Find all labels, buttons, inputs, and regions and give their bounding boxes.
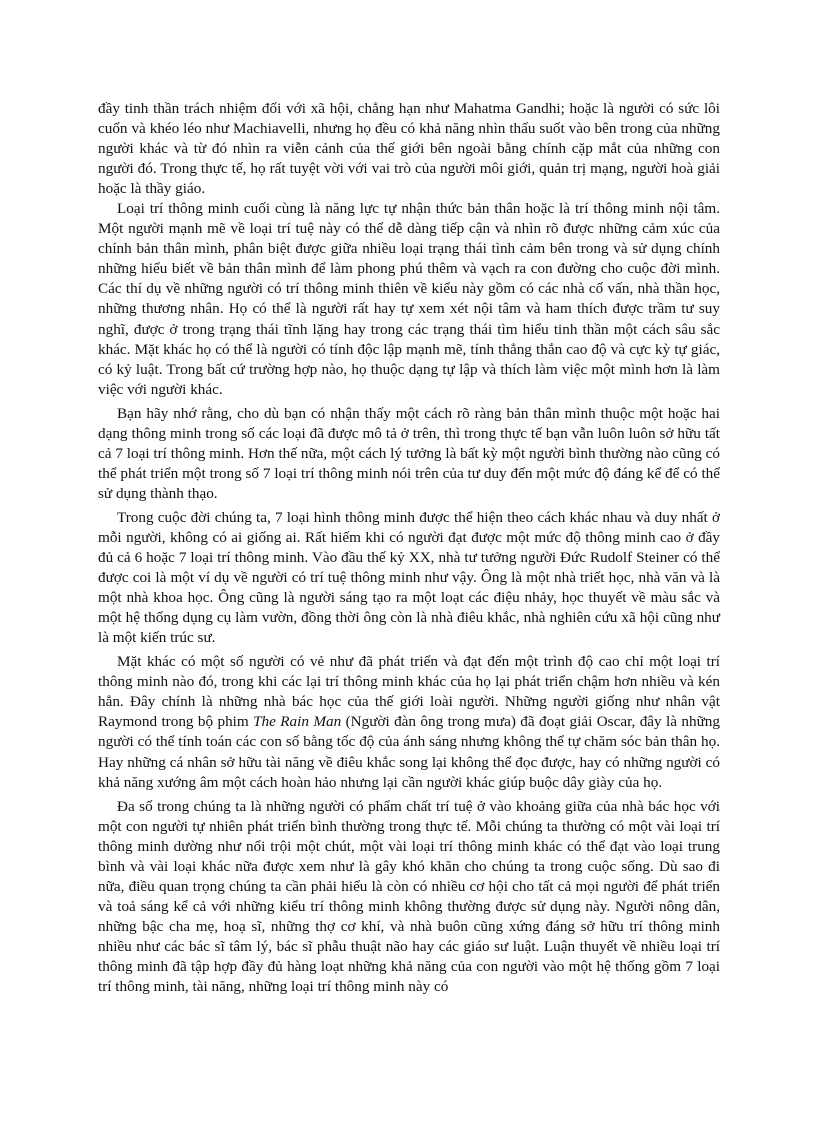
savants-text-end: (Người đàn ông trong mưa) đã đoạt giải Oscar, đây là những người có thể tính toán các con số bằng tốc độ của ánh sáng nhưng không thể tự chăm sóc bản thân họ. Hay những cá nhân sở hữu tài năng về điêu khắc song lại không thể đọc được, hay có những người có khả năng xướng âm một cách hoàn hảo nhưng lại cần người khác giúp buộc dây giày của họ. xyxy=(98,713,720,791)
paragraph-rudolf-steiner: Trong cuộc đời chúng ta, 7 loại hình thông minh được thể hiện theo cách khác nhau và duy nhất ở mỗi người, không có ai giống ai. Rất hiếm khi có người đạt được một mức độ thông minh cao ở đầy đủ cả 6 hoặc 7 loại trí thông minh. Vào đầu thế kỷ XX, nhà tư tưởng người Đức Rudolf Steiner có thể được coi là một ví dụ về người có trí tuệ thông minh như vậy. Ông là một nhà triết học, nhà văn và là một nhà khoa học. Ông cũng là người sáng tạo ra một loạt các điệu nhảy, học thuyết về màu sắc và một hệ thống dụng cụ làm vườn, đồng thời ông còn là nhà điêu khắc, nhà nghiên cứu xã hội cũng như là một kiến trúc sư. xyxy=(98,508,720,647)
document-page xyxy=(98,99,720,997)
paragraph-majority: Đa số trong chúng ta là những người có phẩm chất trí tuệ ở vào khoảng giữa của nhà bác học với một con người tự nhiên phát triển bình thường trong thực tế. Mỗi chúng ta thường có một vài loại trí thông minh dường như nổi trội một chút, một vài loại trí thông minh khác có thể đạt vào loại trung bình và vài loại khác nữa được xem như là gây khó khăn cho chúng ta trong cuộc sống. Dù sao đi nữa, điều quan trọng chúng ta cần phải hiểu là còn có nhiều cơ hội cho tất cả mọi người để phát triển và toả sáng kể cả với những kiểu trí thông minh không thường được sử dụng này. Người nông dân, những bậc cha mẹ, hoạ sĩ, những thợ cơ khí, và nhà buôn cũng xứng đáng sở hữu trí thông minh nhiều như các bác sĩ tâm lý, bác sĩ phẫu thuật não hay các giáo sư luật. Luận thuyết về nhiều loại trí thông minh đã tập hợp đầy đủ hàng loạt những khả năng của con người vào một hệ thống gồm 7 loại trí thông minh, tài năng, những loại trí thông minh này có xyxy=(98,797,720,996)
paragraph-continuation: đầy tinh thần trách nhiệm đối với xã hội, chẳng hạn như Mahatma Gandhi; hoặc là người có sức lôi cuốn và khéo léo như Machiavelli, nhưng họ đều có khả năng nhìn thấu suốt vào bên trong của những người khác và từ đó nhìn ra viễn cảnh của thế giới bên ngoài bằng chính cặp mắt của những con người đó. Trong thực tế, họ rất tuyệt vời với vai trò của người môi giới, quản trị mạng, người hoà giải hoặc là thầy giáo. xyxy=(98,100,720,198)
film-title: The Rain Man xyxy=(253,713,342,731)
paragraph-savants xyxy=(98,652,720,792)
paragraph-seven-intelligences: Bạn hãy nhớ rằng, cho dù bạn có nhận thấy một cách rõ ràng bản thân mình thuộc một hoặc hai dạng thông minh trong số các loại đã được mô tả ở trên, thì trong thực tế bạn vẫn luôn luôn sở hữu tất cả 7 loại trí thông minh. Hơn thế nữa, một cách lý tưởng là bất kỳ một người bình thường nào cũng có thể phát triển một trong số 7 loại trí thông minh nói trên của tư duy đến một mức độ đáng kể để có thể sử dụng thành thạo. xyxy=(98,404,720,502)
savants-text-start: Mặt khác có một số người có vẻ như đã phát triển và đạt đến một trình độ cao chỉ một loại trí thông minh nào đó, trong khi các lại trí thông minh khác của họ lại phát triển chậm hơn nhiều và kén hẳn. Đây chính là những nhà bác học của thế giới loài người. Những người giống như nhân vật Raymond trong bộ phim xyxy=(98,653,720,731)
paragraph-intrapersonal-intelligence: Loại trí thông minh cuối cùng là năng lực tự nhận thức bản thân hoặc là trí thông minh nội tâm. Một người mạnh mẽ về loại trí tuệ này có thể dễ dàng tiếp cận và nhìn rõ được những cảm xúc của chính bản thân mình, phân biệt được giữa nhiều loại trạng thái tình cảm bên trong và sử dụng chính những hiểu biết về bản thân mình để làm phong phú thêm và vạch ra con đường cho cuộc đời mình. Các thí dụ về những người có trí thông minh thiên về kiểu này gồm có các nhà cố vấn, nhà thần học, những thương nhân. Họ có thể là người rất hay tự xem xét nội tâm và ham thích được trầm tư suy nghĩ, được ở trong trạng thái tĩnh lặng hay trong các trạng thái tìm hiểu tinh thần một cách sâu sắc khác. Mặt khác họ có thể là người có tính độc lập mạnh mẽ, tính thẳng thắn cao độ và cực kỳ tự giác, có kỷ luật. Trong bất cứ trường hợp nào, họ thuộc dạng tự lập và thích làm việc một mình hơn là làm việc với người khác. xyxy=(98,200,720,398)
